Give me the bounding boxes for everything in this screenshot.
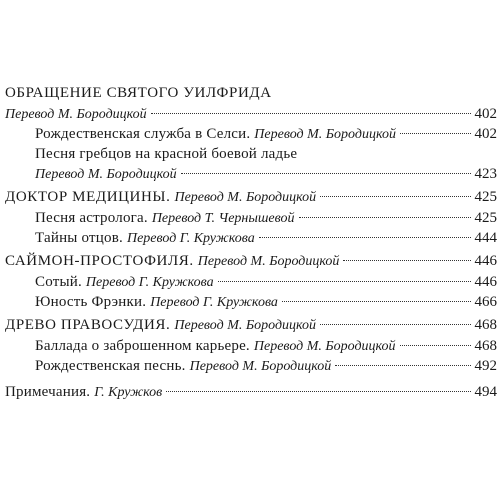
translator: Перевод Т. Чернышевой xyxy=(151,211,295,226)
page-number: 466 xyxy=(474,294,497,310)
section-title: ОБРАЩЕНИЕ СВЯТОГО УИЛФРИДА xyxy=(5,85,272,101)
toc-entry[interactable] xyxy=(5,336,497,356)
page-number: 425 xyxy=(474,210,497,226)
toc-entry[interactable] xyxy=(5,208,497,228)
entry-title: Песня астролога. xyxy=(35,210,148,226)
translator: Перевод М. Бородицкой xyxy=(189,359,332,374)
entry-title: Сотый. xyxy=(35,274,82,290)
translator: Перевод Г. Кружкова xyxy=(85,275,214,290)
entry-title: Тайны отцов. xyxy=(35,230,123,246)
page-number: 444 xyxy=(474,230,497,246)
toc-entry-continuation[interactable] xyxy=(5,164,497,184)
page-number: 402 xyxy=(474,126,497,142)
leader-dots xyxy=(151,113,471,114)
toc-notes-entry[interactable] xyxy=(5,382,497,402)
toc-entry[interactable] xyxy=(5,272,497,292)
leader-dots xyxy=(400,345,471,346)
translator: Перевод Г. Кружкова xyxy=(150,295,278,310)
leader-dots xyxy=(259,237,471,238)
section-title: ДРЕВО ПРАВОСУДИЯ. xyxy=(5,317,171,333)
leader-dots xyxy=(218,281,471,282)
leader-dots xyxy=(343,260,470,261)
translator: Г. Кружков xyxy=(94,385,163,400)
leader-dots xyxy=(282,301,471,302)
translator: Перевод М. Бородицкой xyxy=(174,318,317,333)
entry-title: Примечания. xyxy=(5,384,91,400)
leader-dots xyxy=(320,196,470,197)
toc-entry[interactable] xyxy=(5,228,497,248)
toc-entry[interactable] xyxy=(5,144,497,164)
translator: Перевод М. Бородицкой xyxy=(5,107,147,122)
leader-dots xyxy=(299,217,471,218)
page-number: 425 xyxy=(474,189,497,205)
page-number: 468 xyxy=(474,338,497,354)
toc-entry[interactable] xyxy=(5,104,497,124)
translator: Перевод Г. Кружкова xyxy=(126,231,255,246)
page-number: 468 xyxy=(474,317,497,333)
page-number: 492 xyxy=(474,358,497,374)
translator: Перевод М. Бородицкой xyxy=(253,339,396,354)
toc-section[interactable] xyxy=(5,186,497,208)
table-of-contents xyxy=(5,80,497,402)
toc-entry[interactable] xyxy=(5,356,497,376)
toc-section[interactable] xyxy=(5,314,497,336)
page-number: 423 xyxy=(474,166,497,182)
entry-title: Рождественская песнь. xyxy=(35,358,186,374)
section-title: САЙМОН-ПРОСТОФИЛЯ. xyxy=(5,253,194,269)
toc-section-heading xyxy=(5,82,497,104)
toc-section[interactable] xyxy=(5,250,497,272)
translator: Перевод М. Бородицкой xyxy=(197,254,340,269)
entry-title: Песня гребцов на красной боевой ладье xyxy=(35,146,298,162)
translator: Перевод М. Бородицкой xyxy=(254,127,396,142)
translator: Перевод М. Бородицкой xyxy=(35,167,177,182)
leader-dots xyxy=(181,173,471,174)
leader-dots xyxy=(320,324,470,325)
section-title: ДОКТОР МЕДИЦИНЫ. xyxy=(5,189,171,205)
page-number: 446 xyxy=(474,274,497,290)
translator: Перевод М. Бородицкой xyxy=(174,190,317,205)
toc-entry[interactable] xyxy=(5,124,497,144)
page-number: 494 xyxy=(474,384,497,400)
page-number: 402 xyxy=(474,106,497,122)
leader-dots xyxy=(400,133,471,134)
entry-title: Рождественская служба в Селси. xyxy=(35,126,251,142)
entry-title: Юность Фрэнки. xyxy=(35,294,147,310)
leader-dots xyxy=(335,365,470,366)
page-number: 446 xyxy=(474,253,497,269)
toc-entry[interactable] xyxy=(5,292,497,312)
entry-title: Баллада о заброшенном карьере. xyxy=(35,338,250,354)
leader-dots xyxy=(166,391,470,392)
